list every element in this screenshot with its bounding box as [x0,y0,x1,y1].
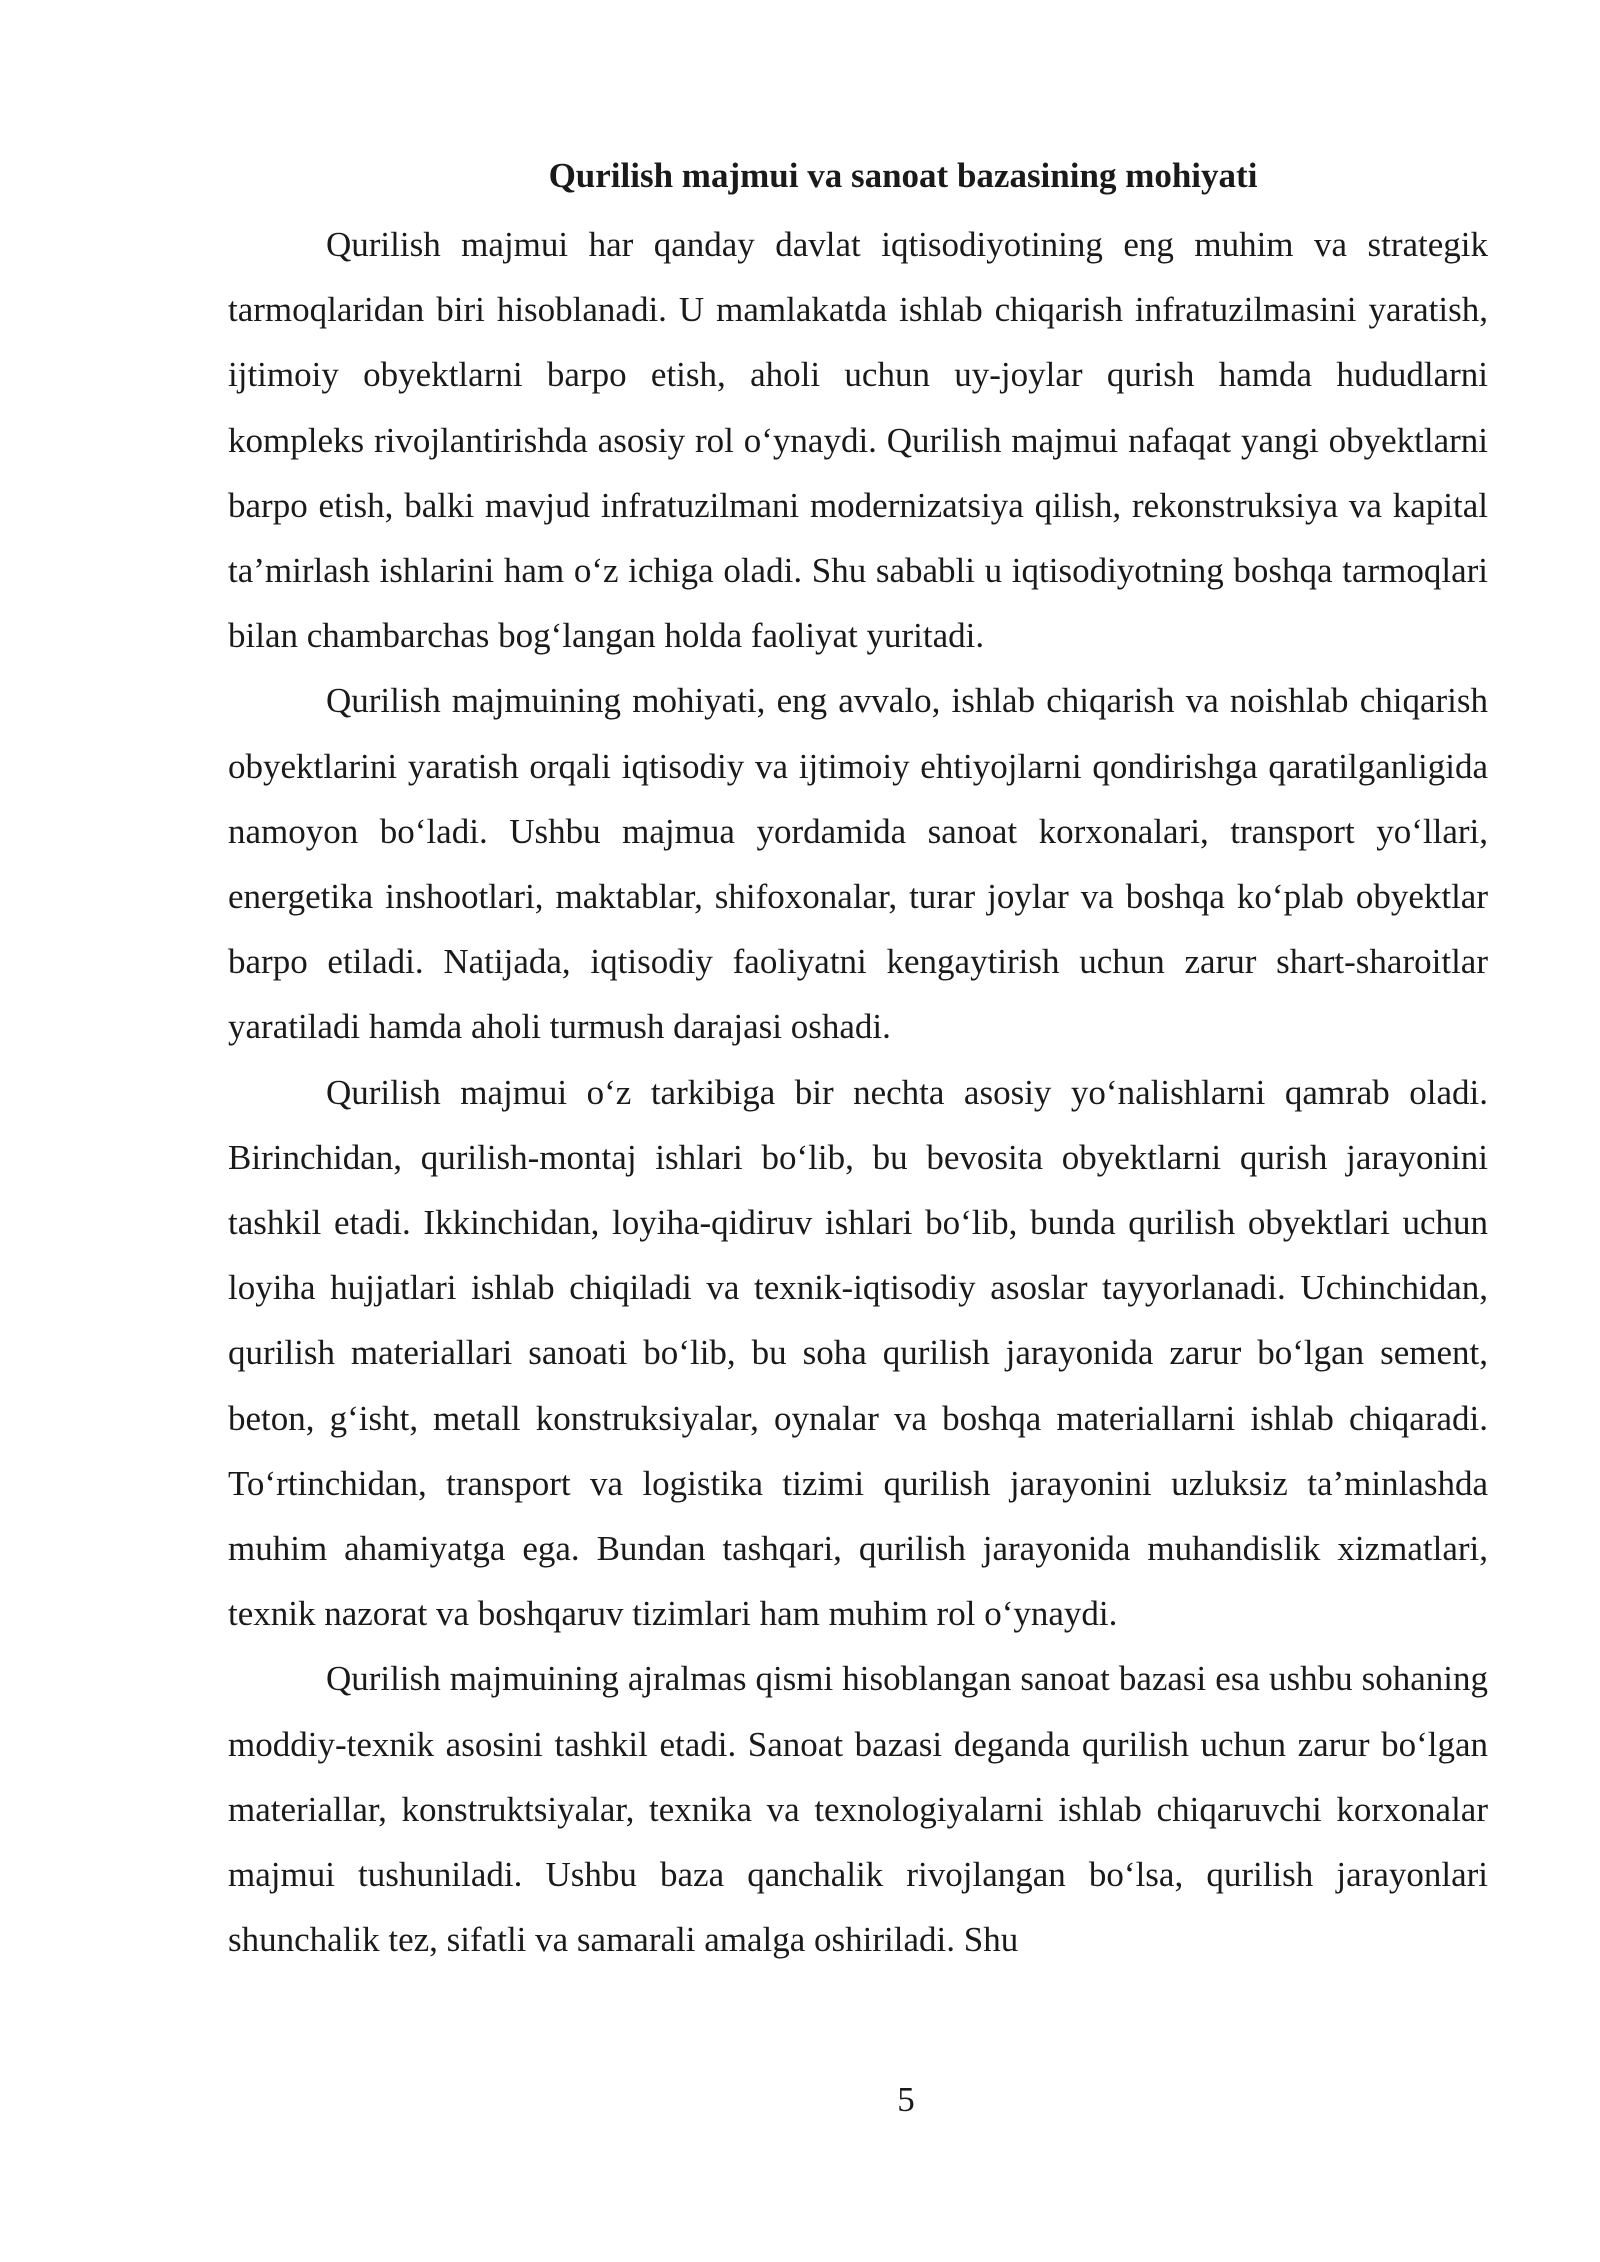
paragraph-1: Qurilish majmui har qanday davlat iqtisodiyotining eng muhim va strategik tarmoqlaridan biri hisoblanadi. U mamlakatda ishlab chiqarish infratuzilmasini yaratish, ijtimoiy obyektlarni barpo etish, aholi uchun uy-joylar qurish hamda hududlarni kompleks rivojlantirishda asosiy rol o‘ynaydi. Qurilish majmui nafaqat yangi obyektlarni barpo etish, balki mavjud infratuzilmani modernizatsiya qilish, rekonstruksiya va kapital ta’mirlash ishlarini ham o‘z ichiga oladi. Shu sababli u iqtisodiyotning boshqa tarmoqlari bilan chambarchas bog‘langan holda faoliyat yuritadi. [228,225,1488,656]
paragraph-4: Qurilish majmuining ajralmas qismi hisoblangan sanoat bazasi esa ushbu sohaning moddiy-texnik asosini tashkil etadi. Sanoat bazasi deganda qurilish uchun zarur bo‘lgan materiallar, konstruktsiyalar, texnika va texnologiyalarni ishlab chiqaruvchi korxonalar majmui tushuniladi. Ushbu baza qanchalik rivojlangan bo‘lsa, qurilish jarayonlari shunchalik tez, sifatli va samarali amalga oshiriladi. Shu [228,1659,1488,1960]
document-title: Qurilish majmui va sanoat bazasining mohiyati [548,156,1258,195]
page-number: 5 [897,2080,915,2119]
paragraph-3: Qurilish majmui o‘z tarkibiga bir nechta asosiy yo‘nalishlarni qamrab oladi. Birinchidan, qurilish-montaj ishlari bo‘lib, bu bevosita obyektlarni qurish jarayonini tashkil etadi. Ikkinchidan, loyiha-qidiruv ishlari bo‘lib, bunda qurilish obyektlari uchun loyiha hujjatlari ishlab chiqiladi va texnik-iqtisodiy asoslar tayyorlanadi. Uchinchidan, qurilish materiallari sanoati bo‘lib, bu soha qurilish jarayonida zarur bo‘lgan sement, beton, g‘isht, metall konstruksiyalar, oynalar va boshqa materiallarni ishlab chiqaradi. To‘rtinchidan, transport va logistika tizimi qurilish jarayonini uzluksiz ta’minlashda muhim ahamiyatga ega. Bundan tashqari, qurilish jarayonida muhandislik xizmatlari, texnik nazorat va boshqaruv tizimlari ham muhim rol o‘ynaydi. [228,1072,1488,1634]
paragraph-2: Qurilish majmuining mohiyati, eng avvalo, ishlab chiqarish va noishlab chiqarish obyektlarini yaratish orqali iqtisodiy va ijtimoiy ehtiyojlarni qondirishga qaratilganligida namoyon bo‘ladi. Ushbu majmua yordamida sanoat korxonalari, transport yo‘llari, energetika inshootlari, maktablar, shifoxonalar, turar joylar va boshqa ko‘plab obyektlar barpo etiladi. Natijada, iqtisodiy faoliyatni kengaytirish uchun zarur shart-sharoitlar yaratiladi hamda aholi turmush darajasi oshadi. [228,681,1488,1047]
page-content [228,146,1488,1972]
